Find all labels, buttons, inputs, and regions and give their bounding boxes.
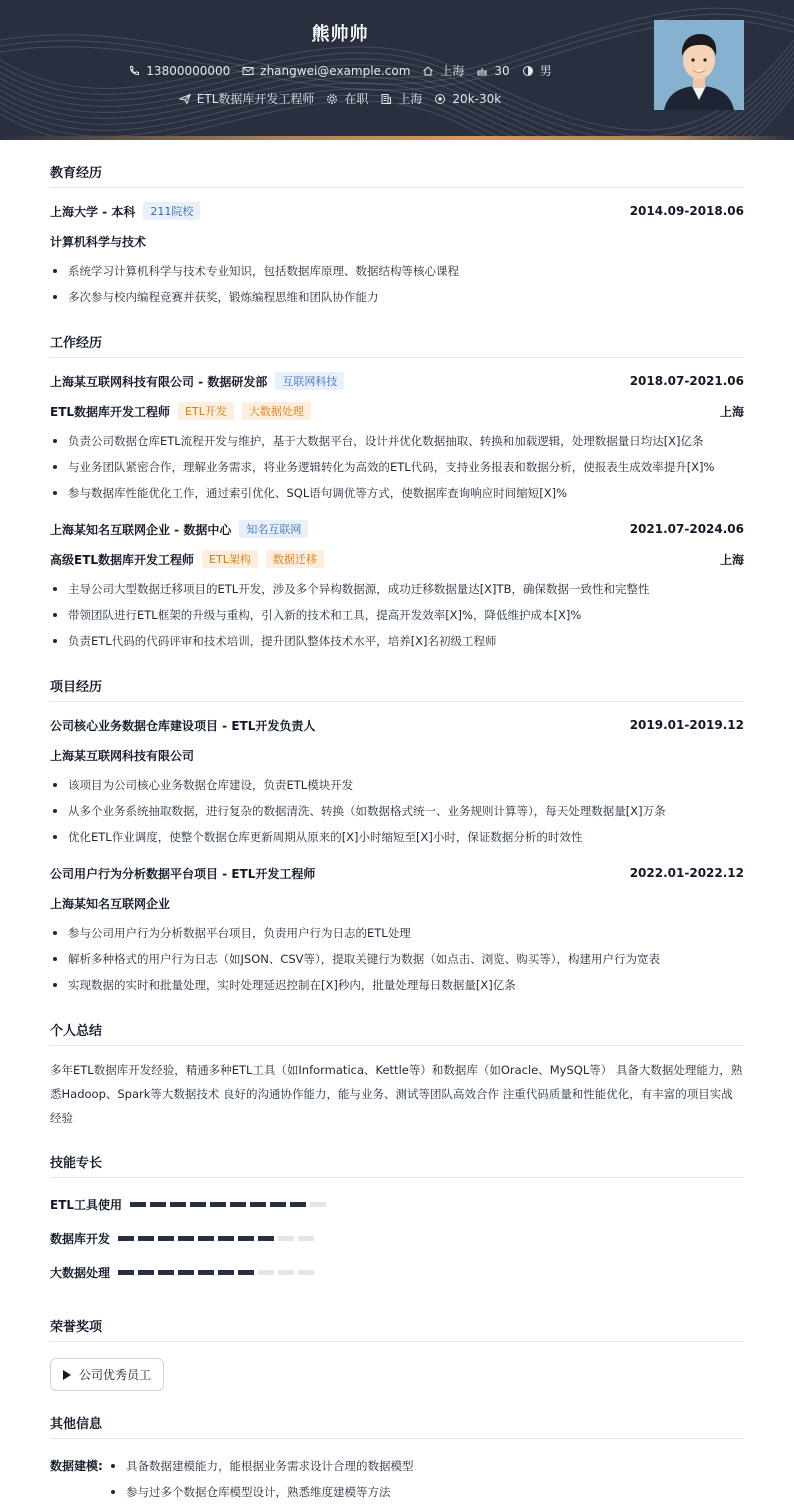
skills-list xyxy=(50,1192,744,1294)
work-date: 2021.07-2024.06 xyxy=(629,522,744,536)
job-target-text: ETL数据库开发工程师 xyxy=(196,92,315,106)
company-tag: 知名互联网 xyxy=(239,520,308,538)
list-item: 优化ETL作业调度，使整个数据仓库更新周期从原来的[X]小时缩短至[X]小时，保证数据分析的时效性 xyxy=(50,824,744,850)
project-name: 公司核心业务数据仓库建设项目 - ETL开发负责人 xyxy=(50,718,316,733)
list-item: 多次参与校内编程竞赛并获奖，锻炼编程思维和团队协作能力 xyxy=(50,284,744,310)
list-item: 具备数据建模能力，能根据业务需求设计合理的数据模型 xyxy=(108,1453,414,1479)
skill-level-segment xyxy=(170,1202,186,1207)
project-org-row xyxy=(50,746,744,764)
work-city-item xyxy=(380,90,422,107)
target-icon xyxy=(434,93,446,105)
gear-icon xyxy=(326,93,338,105)
phone-item xyxy=(128,64,230,78)
list-item: 系统学习计算机科学与技术专业知识，包括数据库原理、数据结构等核心课程 xyxy=(50,258,744,284)
job-target-item xyxy=(179,90,315,107)
skill-level-segment xyxy=(310,1202,326,1207)
award-toggle[interactable] xyxy=(50,1358,164,1391)
company-name: 上海某知名互联网企业 - 数据中心 xyxy=(50,522,232,537)
status-text: 在职 xyxy=(344,92,369,106)
resume-header xyxy=(0,0,794,140)
email-icon xyxy=(242,65,254,77)
skill-level-bar xyxy=(118,1236,318,1241)
work-date: 2018.07-2021.06 xyxy=(629,374,744,388)
salary-item xyxy=(434,92,501,106)
section-title: 个人总结 xyxy=(50,1020,744,1046)
gender-text: 男 xyxy=(539,64,552,78)
triangle-right-icon xyxy=(63,1370,71,1380)
skill-item xyxy=(50,1192,403,1216)
section-title: 工作经历 xyxy=(50,332,744,358)
role-row xyxy=(50,550,744,568)
role-row xyxy=(50,402,744,420)
skill-level-segment xyxy=(230,1202,246,1207)
skill-level-segment xyxy=(298,1270,314,1275)
skill-level-segment xyxy=(190,1202,206,1207)
role-tag: ETL开发 xyxy=(178,402,234,420)
summary-section xyxy=(50,1020,744,1130)
school-tag: 211院校 xyxy=(143,202,200,220)
role-name: ETL数据库开发工程师 xyxy=(50,404,171,419)
work-city-text: 上海 xyxy=(398,92,423,106)
skill-level-segment xyxy=(138,1236,154,1241)
project-bullets xyxy=(50,920,744,998)
skill-level-segment xyxy=(218,1236,234,1241)
age-text: 30 xyxy=(494,63,510,78)
list-item: 该项目为公司核心业务数据仓库建设，负责ETL模块开发 xyxy=(50,772,744,798)
building-icon xyxy=(380,93,392,105)
skill-level-segment xyxy=(278,1236,294,1241)
header-accent-bar xyxy=(0,136,794,140)
profile-photo xyxy=(654,20,744,110)
award-label: 公司优秀员工 xyxy=(79,1368,152,1382)
send-icon xyxy=(179,93,191,105)
skill-level-segment xyxy=(278,1270,294,1275)
education-header-row xyxy=(50,202,744,220)
education-date: 2014.09-2018.06 xyxy=(629,204,744,218)
phone-text: 13800000000 xyxy=(146,63,231,78)
skill-level-segment xyxy=(178,1270,194,1275)
phone-icon xyxy=(128,65,140,77)
project-header-row xyxy=(50,716,744,734)
project-entry xyxy=(50,864,744,998)
list-item: 从多个业务系统抽取数据，进行复杂的数据清洗、转换（如数据格式统一、业务规则计算等），每天处理数据量[X]万条 xyxy=(50,798,744,824)
role-tag: 大数据处理 xyxy=(242,402,311,420)
project-date: 2019.01-2019.12 xyxy=(629,718,744,732)
list-item: 实现数据的实时和批量处理，实时处理延迟控制在[X]秒内，批量处理每日数据量[X]亿条 xyxy=(50,972,744,998)
salary-text: 20k-30k xyxy=(452,91,502,106)
skill-level-segment xyxy=(158,1236,174,1241)
skill-level-segment xyxy=(198,1270,214,1275)
project-org: 上海某知名互联网企业 xyxy=(50,896,171,911)
other-label: 数据建模: xyxy=(50,1459,103,1473)
company-name: 上海某互联网科技有限公司 - 数据研发部 xyxy=(50,374,268,389)
project-name: 公司用户行为分析数据平台项目 - ETL开发工程师 xyxy=(50,866,316,881)
skill-level-segment xyxy=(150,1202,166,1207)
project-org-row xyxy=(50,894,744,912)
resume-body xyxy=(0,162,794,1505)
role-tag: 数据迁移 xyxy=(266,550,324,568)
skill-item xyxy=(50,1226,403,1250)
skill-name: ETL工具使用 xyxy=(50,1197,123,1212)
role-tag: ETL架构 xyxy=(202,550,258,568)
list-item: 负责ETL代码的代码评审和技术培训，提升团队整体技术水平，培养[X]名初级工程师 xyxy=(50,628,744,654)
work-bullets xyxy=(50,576,744,654)
work-location: 上海 xyxy=(719,552,744,567)
status-item xyxy=(326,90,368,107)
work-entry xyxy=(50,372,744,506)
section-title: 教育经历 xyxy=(50,162,744,188)
list-item: 带领团队进行ETL框架的升级与重构，引入新的技术和工具，提高开发效率[X]%，降低维护成本[X]% xyxy=(50,602,744,628)
skill-level-bar xyxy=(118,1270,318,1275)
gender-icon xyxy=(522,65,534,77)
skill-level-segment xyxy=(198,1236,214,1241)
skill-level-segment xyxy=(178,1236,194,1241)
city-text: 上海 xyxy=(440,64,465,78)
work-bullets xyxy=(50,428,744,506)
list-item: 主导公司大型数据迁移项目的ETL开发，涉及多个异构数据源，成功迁移数据量达[X]TB，确保数据一致性和完整性 xyxy=(50,576,744,602)
major-row xyxy=(50,232,744,250)
section-title: 荣誉奖项 xyxy=(50,1316,744,1342)
email-item xyxy=(242,64,410,78)
section-title: 技能专长 xyxy=(50,1152,744,1178)
skill-level-segment xyxy=(238,1236,254,1241)
projects-section xyxy=(50,676,744,998)
section-title: 项目经历 xyxy=(50,676,744,702)
job-intent-row xyxy=(0,90,680,107)
home-icon xyxy=(422,65,434,77)
skill-level-segment xyxy=(118,1236,134,1241)
age-item xyxy=(476,64,509,78)
project-entry xyxy=(50,716,744,850)
skill-level-segment xyxy=(158,1270,174,1275)
skill-level-segment xyxy=(290,1202,306,1207)
work-header-row xyxy=(50,520,744,538)
work-header-row xyxy=(50,372,744,390)
skill-level-segment xyxy=(218,1270,234,1275)
other-entry xyxy=(50,1453,744,1505)
candidate-name: 熊帅帅 xyxy=(311,24,369,45)
awards-section xyxy=(50,1316,744,1391)
role-name: 高级ETL数据库开发工程师 xyxy=(50,552,195,567)
summary-text: 多年ETL数据库开发经验，精通多种ETL工具（如Informatica、Kettle等）和数据库（如Oracle、MySQL等） 具备大数据处理能力，熟悉Hadoop、Spark等大数据技术 良好的沟通协作能力，能与业务、测试等团队高效合作 注重代码质量和性能优化，有丰富的项目实战经验 xyxy=(50,1063,743,1125)
education-bullets xyxy=(50,258,744,310)
other-bullets xyxy=(108,1453,414,1505)
skill-level-segment xyxy=(258,1270,274,1275)
project-bullets xyxy=(50,772,744,850)
project-date: 2022.01-2022.12 xyxy=(629,866,744,880)
skills-section xyxy=(50,1152,744,1294)
gender-item xyxy=(522,62,552,79)
list-item: 参与公司用户行为分析数据平台项目，负责用户行为日志的ETL处理 xyxy=(50,920,744,946)
city-item xyxy=(422,62,464,79)
list-item: 参与数据库性能优化工作，通过索引优化、SQL语句调优等方式，使数据库查询响应时间缩短[X]% xyxy=(50,480,744,506)
avatar xyxy=(654,20,744,110)
list-item: 解析多种格式的用户行为日志（如JSON、CSV等），提取关键行为数据（如点击、浏览、购买等），构建用户行为宽表 xyxy=(50,946,744,972)
work-section xyxy=(50,332,744,654)
project-org: 上海某互联网科技有限公司 xyxy=(50,748,195,763)
section-title: 其他信息 xyxy=(50,1413,744,1439)
skill-level-segment xyxy=(210,1202,226,1207)
list-item: 负责公司数据仓库ETL流程开发与维护，基于大数据平台，设计并优化数据抽取、转换和加载逻辑，处理数据量日均达[X]亿条 xyxy=(50,428,744,454)
skill-level-segment xyxy=(238,1270,254,1275)
skill-level-bar xyxy=(130,1202,330,1207)
list-item: 参与过多个数据仓库模型设计，熟悉维度建模等方法 xyxy=(108,1479,414,1505)
skill-level-segment xyxy=(270,1202,286,1207)
skill-level-segment xyxy=(250,1202,266,1207)
school-name: 上海大学 - 本科 xyxy=(50,204,136,219)
skill-level-segment xyxy=(138,1270,154,1275)
contact-row xyxy=(0,62,680,79)
education-entry xyxy=(50,202,744,310)
company-tag: 互联网科技 xyxy=(275,372,344,390)
email-text: zhangwei@example.com xyxy=(260,63,411,78)
skill-level-segment xyxy=(118,1270,134,1275)
skill-level-segment xyxy=(298,1236,314,1241)
work-entry xyxy=(50,520,744,654)
project-header-row xyxy=(50,864,744,882)
work-location: 上海 xyxy=(719,404,744,419)
skill-item xyxy=(50,1260,403,1284)
cake-icon xyxy=(476,65,488,77)
skill-level-segment xyxy=(130,1202,146,1207)
other-section xyxy=(50,1413,744,1505)
skill-name: 大数据处理 xyxy=(50,1265,111,1280)
list-item: 与业务团队紧密合作，理解业务需求，将业务逻辑转化为高效的ETL代码，支持业务报表和数据分析，使报表生成效率提升[X]% xyxy=(50,454,744,480)
major-name: 计算机科学与技术 xyxy=(50,234,147,249)
skill-level-segment xyxy=(258,1236,274,1241)
skill-name: 数据库开发 xyxy=(50,1231,111,1246)
